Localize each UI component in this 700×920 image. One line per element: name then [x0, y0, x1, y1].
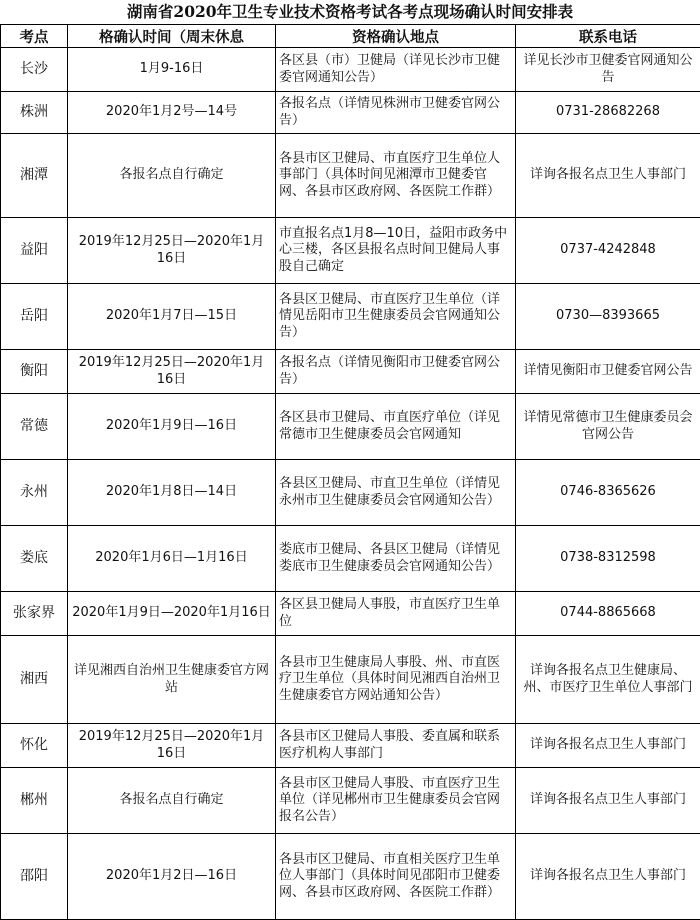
- cell-time: 详见湘西自治州卫生健康委官方网站: [68, 636, 276, 724]
- cell-phone: 0737-4242848: [516, 218, 700, 284]
- cell-city: 益阳: [1, 218, 68, 284]
- cell-city: 衡阳: [1, 350, 68, 394]
- cell-phone: 详询各报名点卫生人事部门: [516, 134, 700, 218]
- header-row: [1, 25, 700, 48]
- cell-place: 各县市卫生健康局人事股、州、市直医疗卫生单位（具体时间见湘西自治州卫生健康委官方网站通知公告）: [276, 636, 516, 724]
- cell-time: 1月9-16日: [68, 48, 276, 92]
- table-row: [1, 460, 700, 526]
- cell-phone: 详询各报名点卫生人事部门: [516, 724, 700, 768]
- cell-time: 2019年12月25日—2020年1月16日: [68, 218, 276, 284]
- table-row: [1, 92, 700, 134]
- cell-place: 娄底市卫健局、各县区卫健局（详情见娄底市卫生健康委员会官网通知公告）: [276, 526, 516, 592]
- cell-place: 市直报名点1月8—10日，益阳市政务中心三楼，各区县报名点时间卫健局人事股自己确定: [276, 218, 516, 284]
- table-row: [1, 526, 700, 592]
- cell-city: 湘西: [1, 636, 68, 724]
- header-place: 资格确认地点: [276, 25, 516, 48]
- cell-place: 各县市区卫健局、市直相关医疗卫生单位人事部门（具体时间见邵阳市卫健委网、各县市区政府网、各医院工作群）: [276, 834, 516, 920]
- table-title: 湖南省2020年卫生专业技术资格考试各考点现场确认时间安排表: [0, 0, 700, 25]
- table-row: [1, 134, 700, 218]
- cell-phone: 详情见常德市卫生健康委员会官网公告: [516, 394, 700, 460]
- cell-city: 怀化: [1, 724, 68, 768]
- cell-city: 湘潭: [1, 134, 68, 218]
- cell-city: 长沙: [1, 48, 68, 92]
- cell-phone: 0738-8312598: [516, 526, 700, 592]
- cell-place: 各区县卫健局人事股，市直医疗卫生单位: [276, 592, 516, 636]
- table-row: [1, 48, 700, 92]
- cell-phone: 详见长沙市卫健委官网通知公告: [516, 48, 700, 92]
- header-phone: 联系电话: [516, 25, 700, 48]
- cell-time: 2020年1月9日—16日: [68, 394, 276, 460]
- cell-phone: 详情见衡阳市卫健委官网公告: [516, 350, 700, 394]
- cell-time: 2020年1月6日—1月16日: [68, 526, 276, 592]
- cell-time: 2020年1月7日—15日: [68, 284, 276, 350]
- cell-phone: 详询各报名点卫生人事部门: [516, 834, 700, 920]
- cell-place: 各县市区卫健局、市直医疗卫生单位人事部门（具体时间见湘潭市卫健委官网、各县市区政府网、各医院工作群）: [276, 134, 516, 218]
- cell-city: 张家界: [1, 592, 68, 636]
- table-row: [1, 834, 700, 920]
- cell-city: 永州: [1, 460, 68, 526]
- cell-time: 2020年1月9日—2020年1月16日: [68, 592, 276, 636]
- table-row: [1, 394, 700, 460]
- cell-city: 岳阳: [1, 284, 68, 350]
- table-row: [1, 592, 700, 636]
- table-row: [1, 724, 700, 768]
- header-time: 格确认时间（周末休息: [68, 25, 276, 48]
- cell-phone: 0746-8365626: [516, 460, 700, 526]
- table-row: [1, 284, 700, 350]
- cell-place: 各县市区卫健局人事股、市直医疗卫生单位（详见郴州市卫生健康委员会官网报名公告）: [276, 768, 516, 834]
- cell-time: 2020年1月8日—14日: [68, 460, 276, 526]
- cell-place: 各报名点（详情见衡阳市卫健委官网公告）: [276, 350, 516, 394]
- cell-place: 各县区卫健局、市直卫生单位（详情见永州市卫生健康委员会官网通知公告）: [276, 460, 516, 526]
- cell-phone: 0731-28682268: [516, 92, 700, 134]
- cell-time: 2019年12月25日—2020年1月16日: [68, 350, 276, 394]
- header-city: 考点: [1, 25, 68, 48]
- cell-place: 各区县（市）卫健局（详见长沙市卫健委官网通知公告）: [276, 48, 516, 92]
- cell-phone: 0730—8393665: [516, 284, 700, 350]
- cell-time: 各报名点自行确定: [68, 134, 276, 218]
- cell-place: 各县市区卫健局人事股、委直属和联系医疗机构人事部门: [276, 724, 516, 768]
- cell-place: 各县区卫健局、市直医疗卫生单位（详情见岳阳市卫生健康委员会官网通知公告）: [276, 284, 516, 350]
- cell-city: 株洲: [1, 92, 68, 134]
- cell-time: 2020年1月2日—16日: [68, 834, 276, 920]
- table-row: [1, 768, 700, 834]
- table-row: [1, 636, 700, 724]
- cell-city: 娄底: [1, 526, 68, 592]
- cell-place: 各报名点（详情见株洲市卫健委官网公告）: [276, 92, 516, 134]
- cell-city: 邵阳: [1, 834, 68, 920]
- cell-phone: 详询各报名点卫生健康局、州、市医疗卫生单位人事部门: [516, 636, 700, 724]
- table-row: [1, 218, 700, 284]
- cell-place: 各区县市卫健局、市直医疗单位（详见常德市卫生健康委员会官网通知: [276, 394, 516, 460]
- cell-city: 郴州: [1, 768, 68, 834]
- cell-city: 常德: [1, 394, 68, 460]
- cell-time: 2020年1月2号—14号: [68, 92, 276, 134]
- cell-phone: 详询各报名点卫生人事部门: [516, 768, 700, 834]
- table-row: [1, 350, 700, 394]
- cell-time: 2019年12月25日—2020年1月16日: [68, 724, 276, 768]
- cell-phone: 0744-8865668: [516, 592, 700, 636]
- schedule-table: [0, 25, 700, 920]
- cell-time: 各报名点自行确定: [68, 768, 276, 834]
